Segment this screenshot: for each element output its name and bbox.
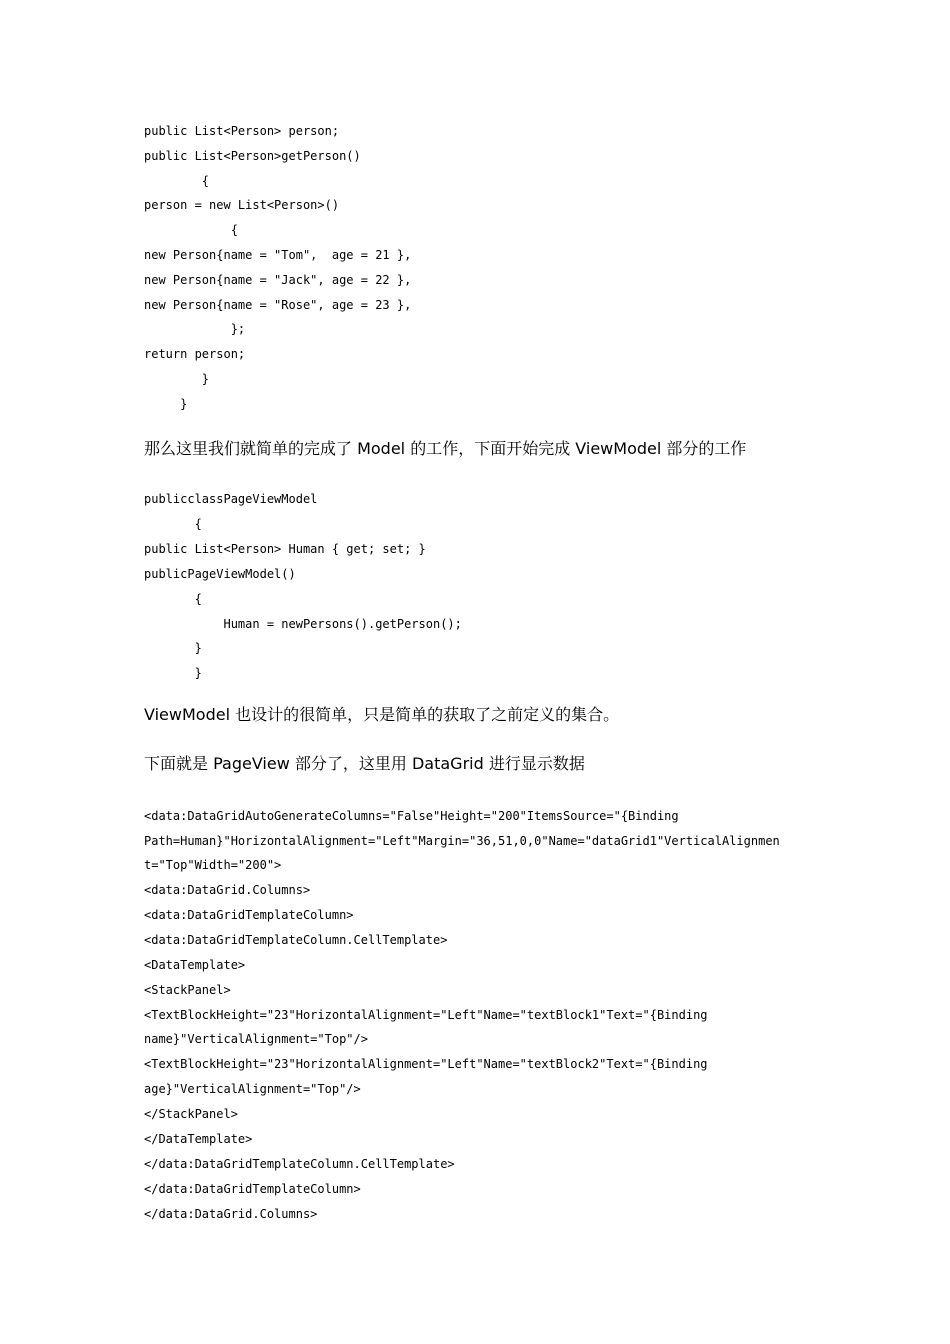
code-line: publicPageViewModel() bbox=[144, 567, 296, 581]
code-line: { bbox=[144, 592, 202, 606]
code-line: return person; bbox=[144, 347, 246, 361]
code-line: <data:DataGridTemplateColumn> bbox=[144, 908, 354, 922]
code-line: <data:DataGridTemplateColumn.CellTemplate> bbox=[144, 933, 448, 947]
code-line: <data:DataGrid.Columns> bbox=[144, 883, 311, 897]
code-line: { bbox=[144, 223, 238, 237]
code-line: age}"VerticalAlignment="Top"/> bbox=[144, 1082, 361, 1096]
code-line: public List<Person> Human { get; set; } bbox=[144, 542, 426, 556]
code-line: } bbox=[144, 641, 202, 655]
code-line: { bbox=[144, 174, 210, 188]
code-line: </StackPanel> bbox=[144, 1107, 238, 1121]
code-line: <TextBlockHeight="23"HorizontalAlignment="Left"Name="textBlock1"Text="{Binding bbox=[144, 1008, 708, 1022]
code-line: } bbox=[144, 666, 202, 680]
code-line: } bbox=[144, 397, 188, 411]
paragraph-viewmodel-simple: ViewModel 也设计的很简单，只是简单的获取了之前定义的集合。 bbox=[144, 705, 620, 724]
code-line: public List<Person>getPerson() bbox=[144, 149, 361, 163]
code-line: name}"VerticalAlignment="Top"/> bbox=[144, 1032, 368, 1046]
paragraph-pageview-datagrid: 下面就是 PageView 部分了，这里用 DataGrid 进行显示数据 bbox=[144, 754, 585, 773]
code-line: <DataTemplate> bbox=[144, 958, 246, 972]
paragraph-model-done: 那么这里我们就简单的完成了 Model 的工作，下面开始完成 ViewModel 部分的工作 bbox=[144, 439, 747, 458]
code-line: } bbox=[144, 372, 210, 386]
code-line: new Person{name = "Tom", age = 21 }, bbox=[144, 248, 412, 262]
code-line: </DataTemplate> bbox=[144, 1132, 253, 1146]
code-line: Human = newPersons().getPerson(); bbox=[144, 617, 462, 631]
code-line: </data:DataGridTemplateColumn> bbox=[144, 1182, 361, 1196]
code-line: </data:DataGrid.Columns> bbox=[144, 1207, 318, 1221]
code-line: public List<Person> person; bbox=[144, 124, 340, 138]
code-line: }; bbox=[144, 322, 246, 336]
code-line: <data:DataGridAutoGenerateColumns="False"Height="200"ItemsSource="{Binding bbox=[144, 809, 679, 823]
code-line: <StackPanel> bbox=[144, 983, 231, 997]
code-line: Path=Human}"HorizontalAlignment="Left"Margin="36,51,0,0"Name="dataGrid1"VerticalAlignmen bbox=[144, 834, 780, 848]
code-line: publicclassPageViewModel bbox=[144, 492, 318, 506]
code-line: new Person{name = "Jack", age = 22 }, bbox=[144, 273, 412, 287]
code-line: person = new List<Person>() bbox=[144, 198, 340, 212]
code-line: </data:DataGridTemplateColumn.CellTemplate> bbox=[144, 1157, 455, 1171]
code-line: <TextBlockHeight="23"HorizontalAlignment="Left"Name="textBlock2"Text="{Binding bbox=[144, 1057, 708, 1071]
code-line: { bbox=[144, 517, 202, 531]
code-line: t="Top"Width="200"> bbox=[144, 858, 282, 872]
code-line: new Person{name = "Rose", age = 23 }, bbox=[144, 298, 412, 312]
